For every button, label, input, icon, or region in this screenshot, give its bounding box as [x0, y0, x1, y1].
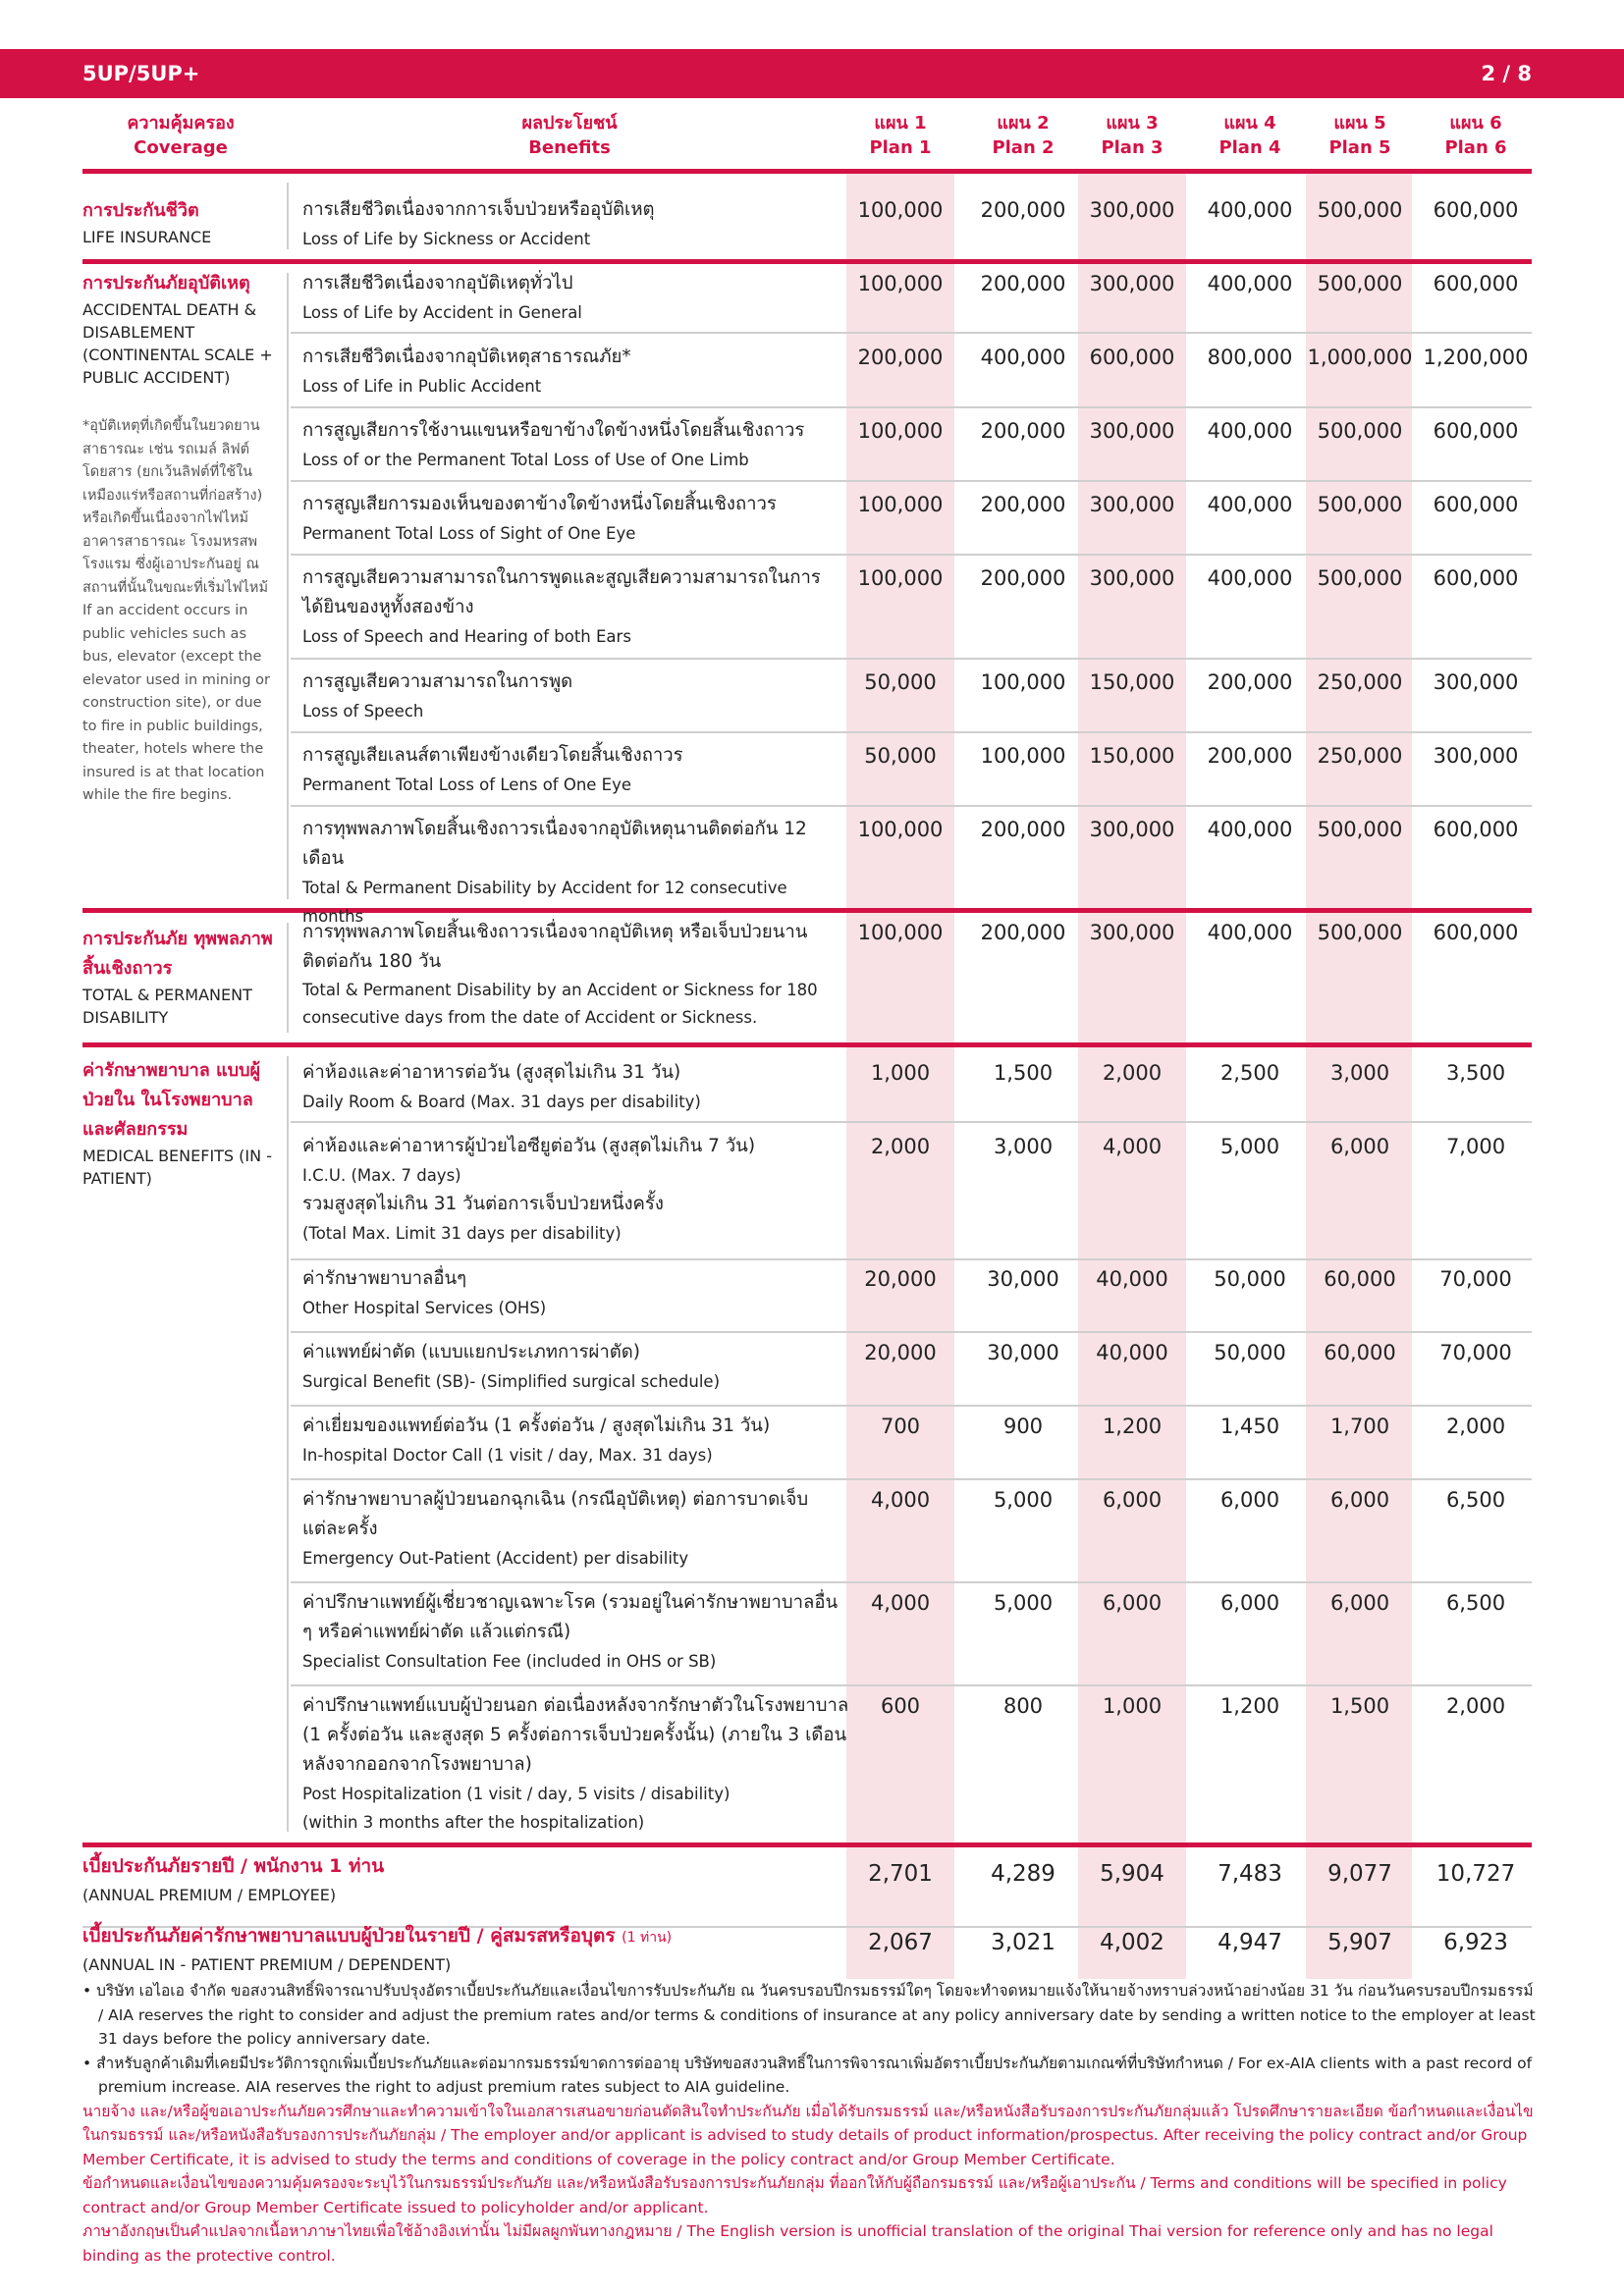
plan-value: 200,000 [1207, 670, 1293, 694]
benefit-row: การทุพพลภาพโดยสิ้นเชิงถาวรเนื่องจากอุบัติเหตุ หรือเจ็บป่วยนานติดต่อกัน 180 วัน Total & Permanent Disability by an Accident or Sickness for 180 consecutive days from the date of Accident or Sickness. [302, 922, 818, 1027]
section-life-insurance: การประกันชีวิต LIFE INSURANCE [82, 200, 212, 246]
footnotes [82, 1979, 1536, 2268]
row-divider [291, 1478, 1532, 1480]
plan-value: 200,000 [857, 346, 944, 369]
row-divider [291, 1684, 1532, 1686]
row-divider [291, 406, 1532, 408]
plan-value: 400,000 [1207, 198, 1293, 222]
plan-value: 100,000 [857, 493, 944, 516]
section-tpd: การประกันภัย ทุพพลภาพสิ้นเชิงถาวร TOTAL & PERMANENT DISABILITY [82, 929, 273, 1027]
plan-value: 2,000 [870, 1135, 931, 1158]
row-divider [291, 731, 1532, 733]
plan-value: 400,000 [1207, 272, 1293, 295]
plan-value: 300,000 [1089, 272, 1175, 295]
plan-value: 100,000 [857, 272, 944, 295]
plan-value: 900 [1002, 1415, 1044, 1438]
plan-value: 40,000 [1096, 1341, 1168, 1364]
section-medical: ค่ารักษาพยาบาล แบบผู้ป่วยใน ในโรงพยาบาล และศัลยกรรม MEDICAL BENEFITS (IN - PATIENT) [82, 1060, 272, 1188]
plan-value: 200,000 [980, 198, 1066, 222]
plan-value: 600,000 [1433, 921, 1519, 944]
plan-value: 100,000 [857, 921, 944, 944]
plan-value: 400,000 [1207, 493, 1293, 516]
benefit-row: ค่ารักษาพยาบาลผู้ป่วยนอกฉุกเฉิน (กรณีอุบัติเหตุ) ต่อการบาดเจ็บแต่ละครั้ง Emergency Out-Patient (Accident) per disability [302, 1489, 809, 1568]
benefit-row: การสูญเสียความสามารถในการพูดและสูญเสียความสามารถในการได้ยินของหูทั้งสองข้าง Loss of Speech and Hearing of both Ears [302, 567, 821, 646]
plan-value: 7,000 [1445, 1135, 1506, 1158]
plan-value: 200,000 [980, 419, 1066, 443]
row-divider [291, 658, 1532, 660]
plan-value: 30,000 [987, 1341, 1059, 1364]
plan-value: 2,000 [1445, 1415, 1506, 1438]
benefit-row: การสูญเสียการมองเห็นของตาข้างใดข้างหนึ่งโดยสิ้นเชิงถาวร Permanent Total Loss of Sight of One Eye [302, 494, 777, 543]
plan-value: 70,000 [1439, 1341, 1512, 1364]
row-divider [291, 1405, 1532, 1407]
plan-value: 1,200 [1219, 1694, 1280, 1718]
plan-value: 1,200,000 [1423, 346, 1529, 369]
plan-value: 6,000 [1329, 1135, 1390, 1158]
plan-value: 400,000 [1207, 921, 1293, 944]
plan-value: 300,000 [1089, 419, 1175, 443]
section-rule [82, 1842, 1532, 1847]
plan-value: 500,000 [1317, 272, 1403, 295]
plan-value: 3,000 [1329, 1061, 1390, 1085]
plan-value: 5,000 [993, 1488, 1054, 1512]
plan-value: 250,000 [1317, 670, 1403, 694]
plan-value: 400,000 [1207, 566, 1293, 590]
document-code: 5UP/5UP+ [82, 62, 200, 85]
premium-value: 4,947 [1218, 1930, 1282, 1955]
plan-value: 4,000 [870, 1488, 931, 1512]
benefit-row: ค่ารักษาพยาบาลอื่นๆ Other Hospital Services (OHS) [302, 1268, 547, 1317]
plan-value: 800 [1002, 1694, 1044, 1718]
benefit-row: ค่าเยี่ยมของแพทย์ต่อวัน (1 ครั้งต่อวัน / สูงสุดไม่เกิน 31 วัน) In-hospital Doctor Call (1 visit / day, Max. 31 days) [302, 1415, 771, 1465]
plan-value: 5,000 [993, 1591, 1054, 1615]
plan-value: 5,000 [1219, 1135, 1280, 1158]
plan-value: 1,000 [870, 1061, 931, 1085]
column-divider [287, 183, 289, 249]
footnote: • บริษัท เอไอเอ จำกัด ขอสงวนสิทธิ์พิจารณาปรับปรุงอัตราเบี้ยประกันภัยและเงื่อนไขการรับประกันภัย ณ วันครบรอบปีกรมธรรม์ใดๆ โดยจะทำจดหมายแจ้งให้นายจ้างทราบล่วงหน้าอย่างน้อย 31 วัน ก่อนวันครบรอบปีกรมธรรม์ / AIA reserves the right to consider and adjust the premium rates and/or terms & conditions of insurance at any policy anniversary date by sending a written notice to the employer at least 31 days before the policy anniversary date. [82, 1982, 1536, 2048]
plan-value: 70,000 [1439, 1267, 1512, 1291]
plan-value: 300,000 [1433, 744, 1519, 768]
plan-value: 400,000 [980, 346, 1066, 369]
public-accident-note: *อุบัติเหตุที่เกิดขึ้นในยวดยานสาธารณะ เช่น รถเมล์ ลิฟต์โดยสาร (ยกเว้นลิฟต์ที่ใช้ในเหมืองแร่หรือสถานที่ก่อสร้าง) หรือเกิดขึ้นเนื่องจากไฟไหม้อาคารสาธารณะ โรงมหรสพ โรงแรม ซึ่งผู้เอาประกันอยู่ ณ สถานที่นั้นในขณะที่เริ่มไฟไหม้ If an accident occurs in public vehicles such as bus, elevator (except the elevator used in mining or construction site), or due to fire in public buildings, theater, hotels where the insured is at that location while the fire begins. [82, 418, 270, 803]
row-divider [291, 805, 1532, 807]
plan-value: 100,000 [857, 566, 944, 590]
plan-value: 600,000 [1433, 818, 1519, 841]
premium-employee: เบี้ยประกันภัยรายปี / พนักงาน 1 ท่าน (ANNUAL PREMIUM / EMPLOYEE) [82, 1855, 385, 1904]
section-rule [82, 1042, 1532, 1047]
plan-value: 50,000 [864, 744, 937, 768]
plan-value: 200,000 [980, 566, 1066, 590]
premium-value: 5,907 [1327, 1930, 1392, 1955]
plan-value: 600 [880, 1694, 921, 1718]
plan-value: 150,000 [1089, 744, 1175, 768]
plan-value: 400,000 [1207, 818, 1293, 841]
premium-dependent: เบี้ยประกันภัยค่ารักษาพยาบาลแบบผู้ป่วยในรายปี / คู่สมรสหรือบุตร (1 ท่าน) (ANNUAL IN - PATIENT PREMIUM / DEPENDENT) [82, 1925, 673, 1974]
plan-value: 800,000 [1207, 346, 1293, 369]
plan-header-2: แผน 2 Plan 2 [992, 113, 1055, 158]
plan-value: 500,000 [1317, 493, 1403, 516]
plan-value: 1,700 [1329, 1415, 1390, 1438]
row-divider [291, 332, 1532, 334]
plan-value: 4,000 [870, 1591, 931, 1615]
plan-value: 4,000 [1102, 1135, 1163, 1158]
premium-value: 4,289 [991, 1861, 1056, 1887]
benefit-row: การทุพพลภาพโดยสิ้นเชิงถาวรเนื่องจากอุบัติเหตุนานติดต่อกัน 12 เดือน Total & Permanent Disability by Accident for 12 consecutive months [302, 819, 807, 926]
row-divider [291, 1331, 1532, 1333]
section-rule [82, 259, 1532, 264]
plan-value: 6,000 [1219, 1488, 1280, 1512]
plan-header-5: แผน 5 Plan 5 [1328, 113, 1391, 158]
footnote: ภาษาอังกฤษเป็นคำแปลจากเนื้อหาภาษาไทยเพื่อใช้อ้างอิงเท่านั้น ไม่มีผลผูกพันทางกฎหมาย / The English version is unofficial translation of the original Thai version for reference only and has no legal binding as the protective control. [82, 2222, 1493, 2265]
benefit-row: ค่าปรึกษาแพทย์ผู้เชี่ยวชาญเฉพาะโรค (รวมอยู่ในค่ารักษาพยาบาลอื่น ๆ หรือค่าแพทย์ผ่าตัด แล้วแต่กรณี) Specialist Consultation Fee (included in OHS or SB) [302, 1592, 839, 1671]
plan-value: 1,200 [1102, 1415, 1163, 1438]
plan-value: 2,000 [1445, 1694, 1506, 1718]
plan-value: 100,000 [980, 670, 1066, 694]
plan-header-3: แผน 3 Plan 3 [1101, 113, 1164, 158]
plan-value: 2,000 [1102, 1061, 1163, 1085]
benefit-row: การเสียชีวิตเนื่องจากอุบัติเหตุทั่วไป Loss of Life by Accident in General [302, 273, 582, 322]
premium-value: 6,923 [1443, 1930, 1508, 1955]
plan-value: 500,000 [1317, 419, 1403, 443]
plan-value: 60,000 [1324, 1341, 1396, 1364]
plan-value: 50,000 [1214, 1341, 1286, 1364]
plan-value: 200,000 [980, 921, 1066, 944]
plan-value: 100,000 [857, 198, 944, 222]
premium-value: 10,727 [1435, 1861, 1516, 1887]
column-divider [287, 273, 289, 899]
benefit-row: การสูญเสียความสามารถในการพูด Loss of Speech [302, 671, 573, 721]
plan-header-1: แผน 1 Plan 1 [869, 113, 932, 158]
plan-header-6: แผน 6 Plan 6 [1444, 113, 1507, 158]
coverage-header: ความคุ้มครอง Coverage [127, 113, 235, 158]
page-indicator: 2 / 8 [1481, 62, 1532, 85]
plan-value: 300,000 [1089, 493, 1175, 516]
plan-value: 600,000 [1433, 272, 1519, 295]
plan-value: 500,000 [1317, 921, 1403, 944]
footnote: • สำหรับลูกค้าเดิมที่เคยมีประวัติการถูกเพิ่มเบี้ยประกันภัยและต่อมากรมธรรม์ขาดการต่ออายุ บริษัทขอสงวนสิทธิ์ในการพิจารณาเพิ่มอัตราเบี้ยประกันภัยตามเกณฑ์ที่บริษัทกำหนด / For ex-AIA clients with a past record of premium increase. AIA reserves the right to adjust premium rates subject to AIA guideline. [82, 2054, 1533, 2096]
plan-value: 6,000 [1102, 1488, 1163, 1512]
plan-value: 600,000 [1433, 493, 1519, 516]
plan-value: 1,000 [1102, 1694, 1163, 1718]
plan-value: 600,000 [1433, 198, 1519, 222]
benefit-row: ค่าปรึกษาแพทย์แบบผู้ป่วยนอก ต่อเนื่องหลังจากรักษาตัวในโรงพยาบาล (1 ครั้งต่อวัน และสูงสุด 5 ครั้งต่อการเจ็บป่วยครั้งนั้น) (ภายใน 3 เดือนหลังจากออกจากโรงพยาบาล) Post Hospitalization (1 visit / day, 5 visits / disability) (within 3 months after the hospitalization) [302, 1695, 849, 1832]
benefit-row: การเสียชีวิตเนื่องจากอุบัติเหตุสาธารณภัย* Loss of Life in Public Accident [302, 347, 631, 396]
row-divider [291, 554, 1532, 556]
plan-value: 60,000 [1324, 1267, 1396, 1291]
plan-value: 2,500 [1219, 1061, 1280, 1085]
plan-value: 1,500 [1329, 1694, 1390, 1718]
premium-value: 4,002 [1100, 1930, 1164, 1955]
plan-value: 150,000 [1089, 670, 1175, 694]
plan-value: 6,500 [1445, 1591, 1506, 1615]
plan-value: 100,000 [857, 818, 944, 841]
footnote: นายจ้าง และ/หรือผู้ขอเอาประกันภัยควรศึกษาและทำความเข้าใจในเอกสารเสนอขายก่อนตัดสินใจทำประกันภัย เมื่อได้รับกรมธรรม์ และ/หรือหนังสือรับรองการประกันภัยกลุ่มแล้ว โปรดศึกษารายละเอียด ข้อกำหนดและเงื่อนไขในกรมธรรม์ และ/หรือหนังสือรับรองการประกันภัยกลุ่ม / The employer and/or applicant is advised to study details of product information/prospectus. After receiving the policy contract and/or Group Member Certificate, it is advised to study the terms and conditions of coverage in the policy contract and/or Group Member Certificate. [82, 2102, 1534, 2168]
plan-value: 250,000 [1317, 744, 1403, 768]
premium-value: 7,483 [1218, 1861, 1282, 1887]
plan-value: 500,000 [1317, 198, 1403, 222]
plan-value: 300,000 [1089, 566, 1175, 590]
plan-value: 3,000 [993, 1135, 1054, 1158]
benefit-row: การเสียชีวิตเนื่องจากการเจ็บป่วยหรืออุบัติเหตุ Loss of Life by Sickness or Accident [302, 199, 655, 248]
section-accidental: การประกันภัยอุบัติเหตุ ACCIDENTAL DEATH & DISABLEMENT (CONTINENTAL SCALE + PUBLIC ACCIDENT) [82, 273, 273, 387]
row-divider [291, 1121, 1532, 1123]
plan-value: 50,000 [864, 670, 937, 694]
column-divider [287, 1056, 289, 1832]
plan-header-4: แผน 4 Plan 4 [1218, 113, 1281, 158]
plan-value: 500,000 [1317, 566, 1403, 590]
plan-value: 40,000 [1096, 1267, 1168, 1291]
plan-value: 50,000 [1214, 1267, 1286, 1291]
plan-value: 6,000 [1329, 1591, 1390, 1615]
plan-value: 1,000,000 [1307, 346, 1413, 369]
plan-value: 6,000 [1219, 1591, 1280, 1615]
benefit-row: การสูญเสียเลนส์ตาเพียงข้างเดียวโดยสิ้นเชิงถาวร Permanent Total Loss of Lens of One Eye [302, 745, 683, 794]
plan-value: 100,000 [857, 419, 944, 443]
plan-value: 700 [880, 1415, 921, 1438]
plan-value: 200,000 [1207, 744, 1293, 768]
plan-value: 500,000 [1317, 818, 1403, 841]
benefits-header: ผลประโยชน์ Benefits [521, 113, 618, 158]
plan-value: 200,000 [980, 493, 1066, 516]
plan-value: 300,000 [1089, 921, 1175, 944]
premium-value: 5,904 [1100, 1861, 1164, 1887]
plan-value: 6,000 [1102, 1591, 1163, 1615]
plan-value: 20,000 [864, 1267, 937, 1291]
plan-value: 100,000 [980, 744, 1066, 768]
plan-value: 1,450 [1219, 1415, 1280, 1438]
benefit-row: ค่าแพทย์ผ่าตัด (แบบแยกประเภทการผ่าตัด) Surgical Benefit (SB)- (Simplified surgical schedule) [302, 1342, 721, 1391]
plan-value: 400,000 [1207, 419, 1293, 443]
plan-value: 600,000 [1433, 419, 1519, 443]
row-divider [291, 480, 1532, 482]
row-divider [291, 1258, 1532, 1260]
header-bar [0, 49, 1624, 98]
footnote: ข้อกำหนดและเงื่อนไขของความคุ้มครองจะระบุไว้ในกรมธรรม์ประกันภัย และ/หรือหนังสือรับรองการประกันภัยกลุ่ม ที่ออกให้กับผู้ถือกรมธรรม์ และ/หรือผู้เอาประกัน / Terms and conditions will be specified in policy contract and/or Group Member Certificate issued to policyholder and/or applicant. [82, 2174, 1507, 2216]
plan-value: 300,000 [1433, 670, 1519, 694]
plan-value: 3,500 [1445, 1061, 1506, 1085]
plan-value: 600,000 [1433, 566, 1519, 590]
benefit-row: ค่าห้องและค่าอาหารผู้ป่วยไอซียูต่อวัน (สูงสุดไม่เกิน 7 วัน) I.C.U. (Max. 7 days) รวมสูงสุดไม่เกิน 31 วันต่อการเจ็บป่วยหนึ่งครั้ง (Total Max. Limit 31 days per disability) [302, 1136, 756, 1243]
plan-value: 30,000 [987, 1267, 1059, 1291]
premium-value: 3,021 [991, 1930, 1056, 1955]
column-divider [287, 923, 289, 1033]
row-divider [291, 1581, 1532, 1583]
plan-value: 20,000 [864, 1341, 937, 1364]
plan-value: 6,500 [1445, 1488, 1506, 1512]
plan-value: 1,500 [993, 1061, 1054, 1085]
section-rule [82, 169, 1532, 174]
premium-value: 2,067 [868, 1930, 933, 1955]
premium-value: 9,077 [1327, 1861, 1392, 1887]
benefit-row: ค่าห้องและค่าอาหารต่อวัน (สูงสุดไม่เกิน 31 วัน) Daily Room & Board (Max. 31 days per disability) [302, 1062, 701, 1111]
premium-value: 2,701 [868, 1861, 933, 1887]
plan-value: 300,000 [1089, 818, 1175, 841]
plan-value: 200,000 [980, 272, 1066, 295]
plan-value: 6,000 [1329, 1488, 1390, 1512]
benefit-row: การสูญเสียการใช้งานแขนหรือขาข้างใดข้างหนึ่งโดยสิ้นเชิงถาวร Loss of or the Permanent Total Loss of Use of One Limb [302, 420, 805, 469]
plan-value: 600,000 [1089, 346, 1175, 369]
plan-value: 300,000 [1089, 198, 1175, 222]
plan-value: 200,000 [980, 818, 1066, 841]
